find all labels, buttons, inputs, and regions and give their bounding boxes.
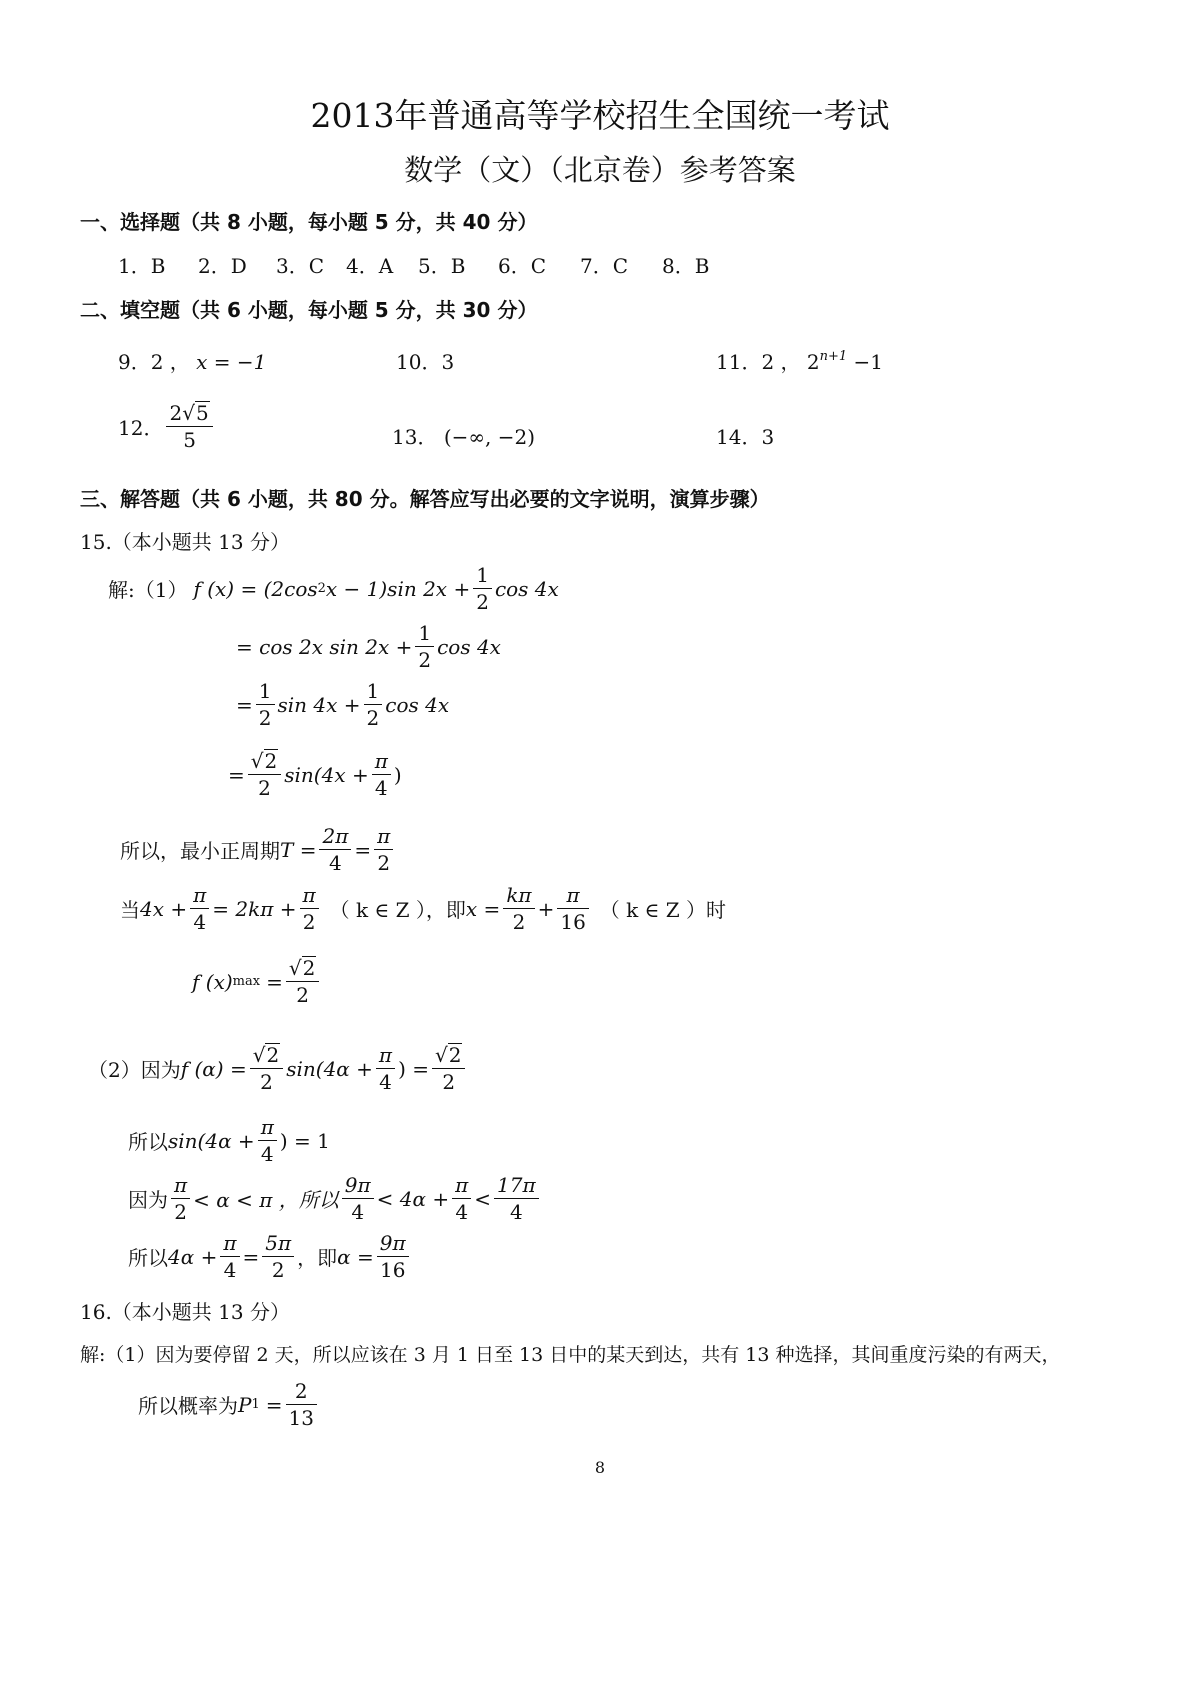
q15-step-1: 所以 sin(4α + $\frac{\pi}{4}$ ) = 1: [128, 1115, 330, 1166]
section-3-heading: 三、解答题（共 6 小题，共 80 分。解答应写出必要的文字说明，演算步骤）: [80, 487, 770, 511]
fraction: $\frac{2√5}{5}$: [166, 400, 212, 453]
q15-line-3: = $\frac{1}{2}$ sin 4x + $\frac{1}{2}$ cos 4x: [236, 679, 450, 730]
page-number: 8: [594, 1458, 606, 1477]
question-16-label: 16.（本小题共 13 分）: [80, 1300, 290, 1324]
q15-line-4: = $\frac{√2}{2}$ sin(4x + $\frac{\pi}{4}$ ): [228, 749, 402, 800]
page-title: 2013年普通高等学校招生全国统一考试: [310, 96, 890, 135]
q15-max-line: f (x) max = $\frac{√2}{2}$: [192, 955, 322, 1008]
answer-4: 4．A: [346, 254, 394, 278]
fill-answer-11: 11．2 ， $2^{n+1} -1$: [716, 349, 884, 374]
question-15-label: 15.（本小题共 13 分）: [80, 530, 290, 554]
answer-6: 6．C: [498, 254, 547, 278]
q15-step-2: 因为 $\frac{\pi}{2}$ < α < π ，所以 $\frac{9\pi}{4}$ < 4α + $\frac{\pi}{4}$ < $\frac{17\pi}{4}$: [128, 1172, 542, 1225]
q15-line-2: = cos 2x sin 2x + $\frac{1}{2}$ cos 4x: [236, 621, 501, 672]
choice-answers: [118, 250, 732, 279]
fill-answer-13: 13． (−∞, −2): [392, 425, 536, 449]
fill-answer-14: 14．3: [716, 425, 775, 449]
answer-7: 7．C: [580, 254, 629, 278]
section-2-heading: 二、填空题（共 6 小题，每小题 5 分，共 30 分）: [80, 298, 538, 322]
q15-line-1: 解:（1） f (x) = (2cos 2 x − 1)sin 2x + $\frac{1}{2}$ cos 4x: [108, 563, 559, 614]
answer-2: 2．D: [198, 254, 247, 278]
fill-answer-9: 9．2 ， x = −1: [118, 350, 267, 374]
q15-part2-line: （2）因为 f (α) = $\frac{√2}{2}$ sin(4α + $\frac{\pi}{4}$ ) = $\frac{√2}{2}$: [88, 1042, 468, 1095]
page-subtitle: 数学（文）（北京卷）参考答案: [404, 153, 796, 187]
q15-when-line: 当 4x + $\frac{\pi}{4}$ = 2kπ + $\frac{\pi}{2}$ （ k ∈ Z ），即 x = $\frac{k\pi}{2}$ + $\frac{\pi}{16}$ （ k ∈ Z ）时: [120, 883, 727, 934]
q15-step-3: 所以 4α + $\frac{\pi}{4}$ = $\frac{5\pi}{2}$ ，即 α = $\frac{9\pi}{16}$: [128, 1230, 412, 1283]
q15-period-line: 所以，最小正周期 T = $\frac{2\pi}{4}$ = $\frac{\pi}{2}$: [120, 823, 396, 876]
fill-answer-12: 12． $\frac{2√5}{5}$: [118, 400, 216, 453]
q16-line-1: 解:（1）因为要停留 2 天，所以应该在 3 月 1 日至 13 日中的某天到达，共有 13 种选择，其间重度污染的有两天，: [80, 1344, 1061, 1366]
answer-1: 1．B: [118, 254, 166, 278]
section-1-heading: 一、选择题（共 8 小题，每小题 5 分，共 40 分）: [80, 210, 538, 234]
answer-8: 8．B: [662, 254, 710, 278]
q16-line-2: 所以概率为 P 1 = $\frac{2}{13}$: [138, 1378, 320, 1431]
fill-answer-10: 10．3: [396, 350, 455, 374]
answer-5: 5．B: [418, 254, 466, 278]
answer-3: 3．C: [276, 254, 325, 278]
